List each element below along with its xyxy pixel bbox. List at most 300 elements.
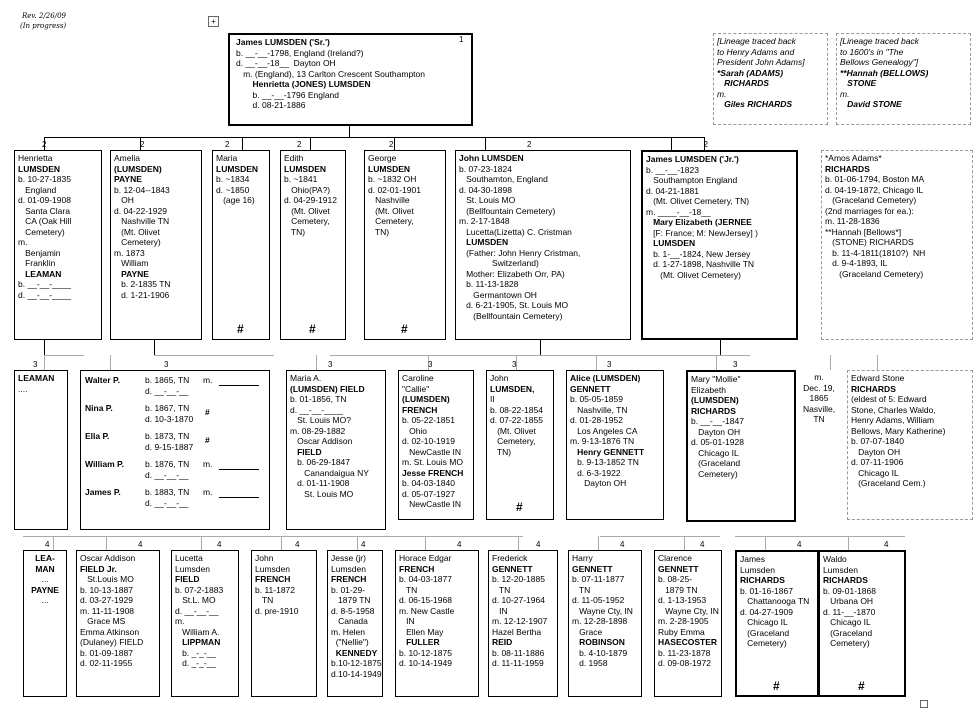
box-line: RICHARDS	[717, 78, 769, 88]
box-line: b. 4-10-1879	[572, 647, 628, 658]
box-line: James LUMSDEN ('Sr.')	[236, 37, 330, 47]
box-line: b. 01-06-1794, Boston MA	[825, 174, 925, 184]
gen2-person-box	[455, 150, 631, 340]
box-line: d. __-__-__	[175, 605, 219, 616]
box-line: ...	[41, 574, 49, 584]
box-line: d. 11-__-1870	[823, 606, 876, 617]
box-line: GENNETT	[492, 563, 533, 574]
box-line: President John Adams]	[717, 57, 805, 67]
connector-line	[44, 137, 704, 138]
box-line: HASECOSTER	[658, 637, 718, 647]
box-line: d. 10-27-1964	[492, 595, 545, 605]
box-line: CA (Oak Hill	[18, 216, 72, 226]
box-line: Dayton OH	[851, 446, 901, 457]
box-line: d. __-__-18__ Dayton OH	[236, 58, 336, 68]
box-line: b. __-__-1847	[691, 416, 744, 426]
child-date: b. 1873, TN	[145, 431, 190, 441]
box-line: (Mt. Olivet	[490, 425, 536, 436]
box-line: 1879 TN	[658, 584, 698, 595]
box-line: d. 10-14-1949	[399, 658, 452, 668]
box-line: b. __-__-1798, England (Ireland?)	[236, 47, 364, 58]
generation-number: 3	[328, 360, 333, 369]
box-line: Jesse FRENCH	[402, 467, 464, 478]
box-line: ....	[18, 383, 28, 394]
box-line: m. 2-28-1905	[658, 616, 709, 626]
child-name: William P.	[85, 459, 124, 469]
box-line: Benjamin	[18, 247, 61, 258]
connector-line	[44, 355, 45, 370]
box-line: d. 1-13-1953	[658, 595, 707, 605]
box-line: KENNEDY	[331, 647, 378, 658]
box-line: d. 08-21-1886	[236, 100, 306, 110]
box-line: Ohio	[402, 425, 428, 436]
box-line: Lumsden	[740, 564, 775, 575]
box-line: Oscar Addison	[80, 553, 136, 563]
connector-line	[316, 355, 317, 370]
box-line: LUMSDEN,	[490, 383, 535, 394]
box-line: Cemetery)	[740, 638, 787, 648]
box-line: LUMSDEN	[18, 163, 61, 174]
box-line: m.	[18, 237, 28, 247]
generation-number: 3	[733, 360, 738, 369]
box-line: to Henry Adams and	[717, 46, 795, 57]
box-line: d. 05-01-1928	[691, 437, 744, 447]
box-line: LUMSDEN	[646, 238, 696, 248]
box-line: d. 04-22-1929	[114, 205, 167, 216]
box-line: d. 03-27-1929	[80, 595, 133, 605]
box-line: Hazel Bertha	[492, 626, 542, 637]
box-line: m. 1873	[114, 247, 145, 258]
box-line: (Mt. Olivet	[368, 205, 414, 216]
box-line: d. 9-4-1893, IL	[825, 258, 888, 268]
box-line: d. 07-11-1906	[851, 457, 904, 467]
connector-line	[106, 536, 107, 550]
revision-label: Rev. 2/26/09	[22, 12, 66, 20]
box-line: Chicago IL	[691, 447, 739, 458]
box-line: d. 04-27-1909	[740, 606, 793, 617]
box-line: m. 11-11-1908	[80, 605, 135, 616]
connector-line	[242, 137, 243, 150]
blank-line	[219, 469, 259, 470]
box-line: Maria A.	[290, 373, 322, 383]
box-line: Cemetery)	[18, 226, 65, 237]
box-line: (Mt. Olivet Cemetery, TN)	[646, 196, 750, 206]
connector-line	[830, 355, 831, 370]
box-line: ...	[41, 595, 49, 605]
box-line: Amelia	[114, 153, 140, 163]
connector-line	[44, 355, 84, 356]
box-line: Chicago IL	[740, 617, 788, 627]
child-date: d. 9-15-1887	[145, 442, 194, 452]
box-line: TN)	[490, 446, 512, 457]
box-line: PAYNE	[114, 268, 149, 279]
gen3-person-box	[14, 370, 68, 530]
box-line: PAYNE	[114, 174, 142, 184]
box-line: Edward Stone	[851, 373, 905, 383]
generation-number: 2	[297, 140, 302, 149]
box-line: Nashville TN	[114, 216, 170, 226]
box-line: Lucetta(Lizetta) C. Cristman	[459, 226, 572, 237]
child-date: d. __-__-__	[145, 498, 189, 508]
box-line: to 1600's in "The	[840, 46, 904, 57]
box-line: Caroline	[402, 373, 434, 383]
connector-line	[110, 355, 111, 370]
box-line: m.	[717, 88, 727, 99]
box-line: d. __-__-____	[18, 289, 71, 300]
box-line: (Mt. Olivet	[114, 226, 160, 237]
box-line: IN	[399, 616, 415, 626]
box-line: England	[18, 184, 57, 195]
box-line: (Mt. Olivet	[284, 205, 330, 216]
connector-line	[44, 340, 45, 355]
no-issue-mark: #	[237, 322, 244, 336]
connector-line	[154, 340, 155, 355]
box-line: Grace	[572, 626, 603, 637]
generation-number: 4	[884, 540, 889, 549]
box-line: Clarence	[658, 553, 693, 563]
connector-line	[485, 137, 486, 150]
box-line: b. 11-4-1811(1810?) NH	[825, 247, 926, 258]
box-line: TN	[399, 584, 418, 595]
box-line: b. 01-09-1887	[80, 647, 133, 658]
resize-handle-icon[interactable]	[920, 700, 928, 708]
box-line: b.10-12-1875	[331, 658, 382, 668]
box-line: Waldo	[823, 554, 847, 564]
connector-line	[518, 536, 519, 550]
box-line: GENNETT	[570, 383, 611, 394]
box-line: d. 09-08-1972	[658, 658, 711, 668]
child-date: d. __-__-__	[145, 386, 189, 396]
no-issue-mark: #	[773, 679, 780, 693]
connector-line	[765, 536, 766, 550]
box-line: St. Louis MO?	[290, 415, 351, 425]
box-line: d. 1958	[572, 658, 608, 668]
box-line: d. 01-28-1952	[570, 415, 623, 425]
gen4-person-box	[488, 550, 558, 697]
box-line: d. __-__-____	[290, 404, 343, 415]
note-richards-lineage	[713, 33, 828, 125]
gen2-person-box	[280, 150, 346, 340]
box-line: d. pre-1910	[255, 605, 299, 616]
box-line: d. 07-22-1855	[490, 415, 543, 425]
box-line: Cemetery)	[114, 237, 161, 247]
box-line: b. ~1841	[284, 174, 318, 184]
box-line: James	[740, 554, 766, 564]
box-line: Ohio(PA?)	[284, 184, 331, 195]
box-line: Elizabeth	[691, 384, 726, 395]
box-line: m.	[840, 88, 850, 99]
box-line: d. 6-3-1922	[570, 467, 621, 478]
box-line: b. 10-12-1875	[399, 647, 452, 658]
marriage-marker: m.	[203, 459, 213, 469]
box-line: (Graceland Cemetery)	[825, 195, 917, 205]
box-line: b. 07-11-1877	[572, 574, 625, 584]
box-line: Mary Elizabeth (JERNEE	[646, 217, 752, 227]
box-line: d. 06-15-1968	[399, 595, 452, 605]
gen2-person-box	[821, 150, 973, 340]
status-label: (In progress)	[20, 22, 67, 30]
box-line: Harry	[572, 553, 593, 563]
box-line: b. 2-1835 TN	[114, 279, 171, 289]
box-line: Southamton, England	[459, 174, 548, 184]
box-line: Henry Adams, William	[851, 415, 935, 425]
move-handle-icon[interactable]: +	[208, 16, 219, 27]
box-line: [Lineage traced back	[840, 36, 919, 46]
child-name: Walter P.	[85, 375, 120, 385]
connector-line	[671, 137, 672, 150]
generation-number: 4	[45, 540, 50, 549]
box-line: [Lineage traced back	[717, 36, 796, 46]
generation-number: 4	[361, 540, 366, 549]
box-line: b. 11-13-1828	[459, 279, 519, 289]
box-line: Alice (LUMSDEN)	[570, 373, 641, 383]
box-line: Giles RICHARDS	[717, 99, 793, 109]
box-line: d. 11-11-1959	[492, 658, 544, 668]
box-line: GENNETT	[658, 563, 699, 574]
box-line: b. __-__-____	[18, 279, 71, 289]
box-line: John	[255, 553, 274, 563]
gen2-person-box	[212, 150, 270, 340]
gen2-person-box	[641, 150, 798, 340]
box-line: (STONE) RICHARDS	[825, 237, 914, 247]
child-name: Ella P.	[85, 431, 110, 441]
box-line: Cemetery,	[490, 436, 536, 446]
box-line: (age 16)	[216, 195, 255, 205]
box-line: b. 05-22-1851	[402, 415, 455, 425]
box-line: Dec. 19,	[803, 382, 835, 393]
box-line: FIELD	[290, 446, 322, 457]
note-stone-lineage	[836, 33, 971, 125]
box-line: d. 11-05-1952	[572, 595, 625, 605]
box-line: d. 02-10-1919	[402, 436, 455, 446]
box-line: d. 05-07-1927	[402, 488, 455, 499]
box-line: *Sarah (ADAMS)	[717, 67, 784, 78]
box-line: m. ____-__-18__	[646, 206, 711, 217]
generation-number: 3	[428, 360, 433, 369]
box-line: (LUMSDEN)	[114, 163, 162, 174]
box-line: d. 01-09-1908	[18, 195, 71, 205]
box-line: d. ~1850	[216, 184, 250, 195]
box-line: Nashville, TN	[570, 404, 628, 415]
box-line: m. 12-12-1907	[492, 616, 548, 626]
box-line: **Hannah (BELLOWS)	[840, 67, 929, 78]
gen3-person-box	[686, 370, 796, 522]
box-line: LUMSDEN	[368, 163, 411, 174]
box-line: d. 04-30-1898	[459, 184, 512, 195]
box-line: m. (England), 13 Carlton Crescent Southampton	[236, 68, 425, 79]
child-date: d. __-__-__	[145, 470, 189, 480]
child-date: b. 1876, TN	[145, 459, 190, 469]
box-line: GENNETT	[572, 563, 613, 574]
box-line: Lumsden	[331, 563, 366, 574]
box-line: ("Nellie")	[331, 637, 369, 647]
box-line: 1865	[809, 393, 829, 403]
connector-line	[596, 355, 597, 370]
box-line: TN	[572, 584, 591, 595]
box-line: d.10-14-1949	[331, 668, 382, 679]
box-line: Cemetery)	[691, 468, 738, 479]
generation-number: 2	[42, 140, 47, 149]
box-line: b. 07-07-1840	[851, 436, 904, 446]
box-line: b. 05-05-1859	[570, 394, 623, 404]
box-line: Jesse (jr)	[331, 553, 366, 563]
gen3-person-box	[486, 370, 554, 520]
box-line: Maria	[216, 153, 238, 163]
box-line: FRENCH	[331, 574, 367, 584]
connector-line	[330, 355, 750, 356]
box-line: Bellows, Mary Katherine)	[851, 425, 946, 436]
box-line: Franklin	[18, 258, 56, 268]
connector-line	[598, 536, 599, 550]
generation-number: 4	[700, 540, 705, 549]
box-line: FIELD Jr.	[80, 563, 117, 574]
box-line: Horace Edgar	[399, 553, 452, 563]
box-line: RICHARDS	[691, 405, 736, 416]
box-line: St.Louis MO	[80, 574, 134, 584]
box-line: b. 06-29-1847	[290, 457, 351, 467]
box-line: Henry GENNETT	[570, 446, 645, 457]
box-line: Canandaigua NY	[290, 467, 369, 478]
child-date: b. 1883, TN	[145, 487, 190, 497]
box-line: William	[114, 258, 149, 268]
box-line: (Graceland Cemetery)	[825, 268, 924, 279]
box-line: (Mt. Olivet Cemetery)	[646, 269, 741, 280]
gen4-person-box	[251, 550, 317, 697]
gen4-person-box	[76, 550, 160, 697]
generation-number: 2	[140, 140, 145, 149]
connector-line	[281, 536, 282, 550]
connector-line	[201, 536, 202, 550]
box-line: b. 01-1856, TN	[290, 394, 347, 404]
box-line: b. __-__-1823	[646, 164, 699, 175]
gen4-person-box	[171, 550, 239, 697]
box-line: 1879 TN	[331, 595, 371, 605]
box-line: John	[490, 373, 509, 383]
box-line: TN	[813, 414, 825, 424]
generation-number: 4	[536, 540, 541, 549]
box-line: b. 9-13-1852 TN	[570, 457, 639, 467]
box-line: Santa Clara	[18, 205, 70, 216]
box-line: m. 08-29-1882	[290, 425, 346, 436]
box-line: d. 04-19-1872, Chicago IL	[825, 184, 924, 195]
box-line: b. 04-03-1840	[402, 478, 455, 488]
box-line: m.	[175, 616, 185, 626]
box-line: Nashville	[368, 195, 410, 205]
box-line: Chicago IL	[823, 617, 871, 627]
box-line: LEAMAN	[18, 268, 62, 279]
marriage-marker: m.	[203, 487, 213, 497]
box-line: d. 1-27-1898, Nashville TN	[646, 259, 755, 269]
box-line: (eldest of 5: Edward	[851, 394, 927, 404]
box-line: d. 1-21-1906	[114, 289, 170, 300]
box-line: Ruby Emma	[658, 626, 705, 637]
child-date: b. 1867, TN	[145, 403, 190, 413]
connector-line	[684, 536, 685, 550]
box-line: OH	[114, 195, 134, 205]
box-line: John LUMSDEN	[459, 153, 524, 163]
box-line: b. 12-04--1843	[114, 184, 170, 195]
child-name: Nina P.	[85, 403, 113, 413]
box-line: George	[368, 153, 397, 163]
connector-line	[394, 137, 395, 150]
child-date: d. 10-3-1870	[145, 414, 194, 424]
box-line: Henrietta	[18, 153, 53, 163]
box-line: b. 08-25-	[658, 574, 693, 584]
gen3-person-box	[286, 370, 386, 530]
no-issue-mark: #	[858, 679, 865, 693]
box-line: LEAMAN	[18, 373, 55, 383]
box-line: b. 1-__-1824, New Jersey	[646, 248, 751, 259]
box-line: m. Helen	[331, 626, 366, 637]
box-line: NewCastle IN	[402, 446, 462, 457]
box-line: d. 04-29-1912	[284, 195, 337, 205]
gen4-person-box	[327, 550, 383, 697]
box-line: RICHARDS	[825, 163, 870, 174]
box-line: Dayton OH	[691, 426, 741, 437]
box-line: IN	[492, 605, 508, 616]
box-line: Lumsden	[255, 563, 290, 574]
box-line: b. 07-2-1883	[175, 584, 224, 595]
box-line: Germantown OH	[459, 289, 537, 300]
generation-number: 4	[797, 540, 802, 549]
box-line: **Hannah [Bellows*]	[825, 226, 902, 237]
generation-number: 2	[703, 140, 708, 149]
box-line: (Bellfountain Cemetery)	[459, 205, 556, 216]
connector-line	[53, 536, 54, 550]
box-line: Mary "Mollie"	[691, 374, 741, 384]
box-line: b. 04-03-1877	[399, 574, 452, 584]
marriage-marker: m.	[203, 375, 213, 385]
box-line: Cemetery)	[823, 638, 870, 648]
box-line: Los Angeles CA	[570, 425, 638, 436]
box-line: d. 04-21-1881	[646, 185, 699, 196]
connector-line	[357, 536, 358, 550]
box-line: Cemetery,	[368, 216, 414, 226]
box-line: TN)	[368, 226, 390, 237]
box-line: m. 11-28-1836	[825, 216, 880, 226]
box-line: (LUMSDEN) FIELD	[290, 383, 365, 394]
generation-number: 4	[295, 540, 300, 549]
gen4-person-box	[568, 550, 642, 697]
box-line: Chattanooga TN	[740, 596, 810, 606]
no-issue-mark: #	[309, 322, 316, 336]
box-line: (LUMSDEN)	[402, 394, 450, 404]
no-issue-mark: #	[516, 500, 523, 514]
blank-line	[219, 497, 259, 498]
box-line: RICHARDS	[851, 383, 896, 394]
generation-number: 2	[389, 140, 394, 149]
generation-number: 4	[217, 540, 222, 549]
box-line: m.	[814, 372, 824, 382]
box-line: II	[490, 394, 495, 404]
marriage-note	[800, 370, 838, 470]
connector-line	[716, 355, 717, 370]
box-line: b. 01-16-1867	[740, 585, 793, 596]
box-line: b. 11-1872	[255, 584, 296, 595]
gen2-person-box	[14, 150, 102, 340]
connector-line	[310, 137, 311, 150]
box-line: b. ~1834	[216, 174, 250, 184]
box-line: STONE	[840, 78, 877, 88]
box-line: William A.	[175, 626, 220, 637]
box-line: (2nd marriages for ea.):	[825, 205, 914, 216]
box-line: "Callie"	[402, 383, 430, 394]
generation-number: 4	[457, 540, 462, 549]
box-line: Wayne Cty, IN	[572, 605, 633, 616]
box-line: FRENCH	[402, 404, 438, 415]
box-line: m. 9-13-1876 TN	[570, 436, 635, 446]
box-line: St. Louis MO	[290, 488, 354, 499]
